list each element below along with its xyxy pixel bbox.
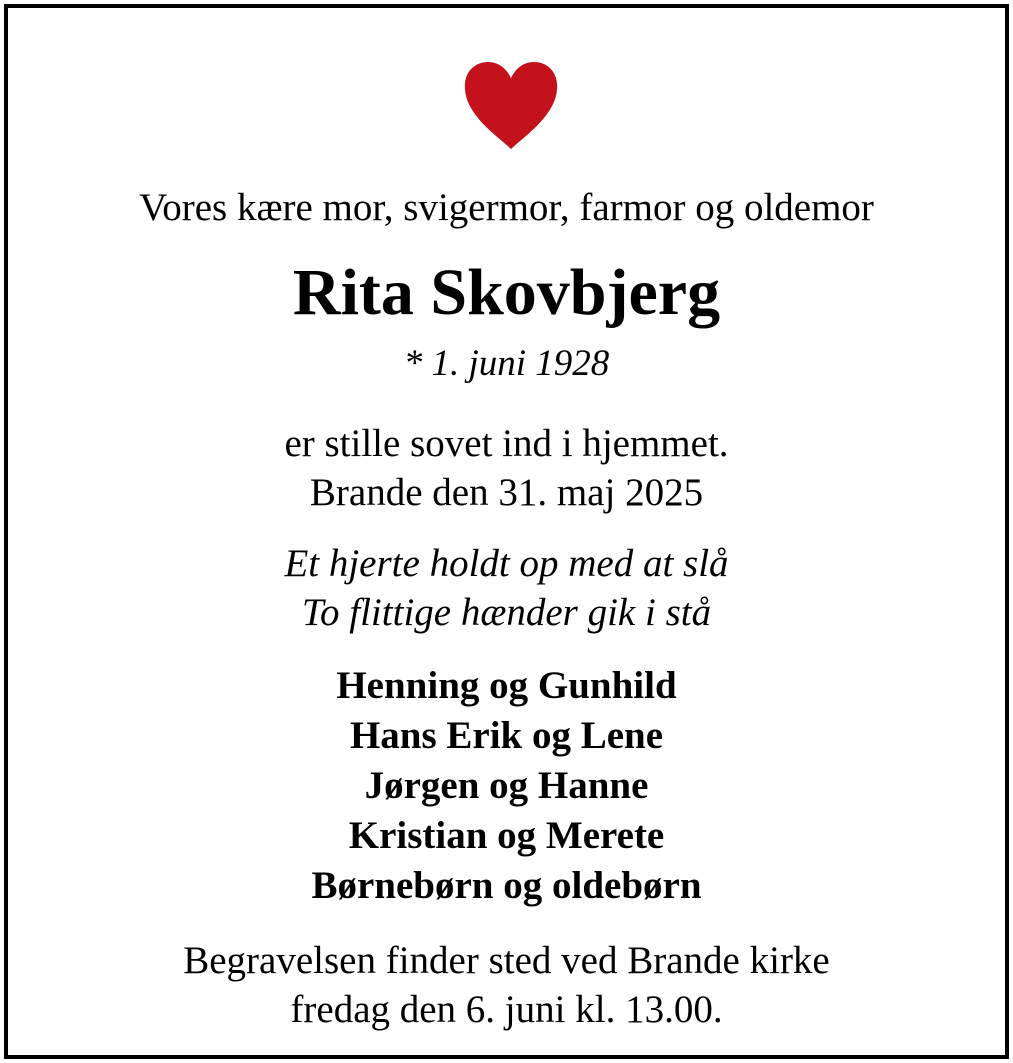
funeral-time: fredag den 6. juni kl. 13.00.	[290, 988, 723, 1031]
place-date: Brande den 31. maj 2025	[309, 471, 704, 514]
deceased-name: Rita Skovbjerg	[292, 256, 721, 329]
intro-text: Vores kære mor, svigermor, farmor og oldemor	[139, 186, 874, 229]
family-member: Hans Erik og Lene	[349, 714, 664, 757]
obituary-notice	[4, 4, 1009, 1059]
passing-message: er stille sovet ind i hjemmet.	[284, 422, 729, 465]
family-member: Jørgen og Hanne	[364, 764, 649, 807]
family-member: Børnebørn og oldebørn	[311, 864, 702, 907]
family-member: Henning og Gunhild	[336, 664, 677, 707]
verse-line: To flittige hænder gik i stå	[301, 591, 712, 634]
heart-shape	[465, 62, 557, 149]
heart-icon	[463, 61, 559, 151]
verse-line: Et hjerte holdt op med at slå	[284, 542, 729, 585]
funeral-info: Begravelsen finder sted ved Brande kirke	[183, 939, 830, 982]
birth-date: * 1. juni 1928	[403, 343, 610, 384]
family-member: Kristian og Merete	[348, 814, 665, 857]
